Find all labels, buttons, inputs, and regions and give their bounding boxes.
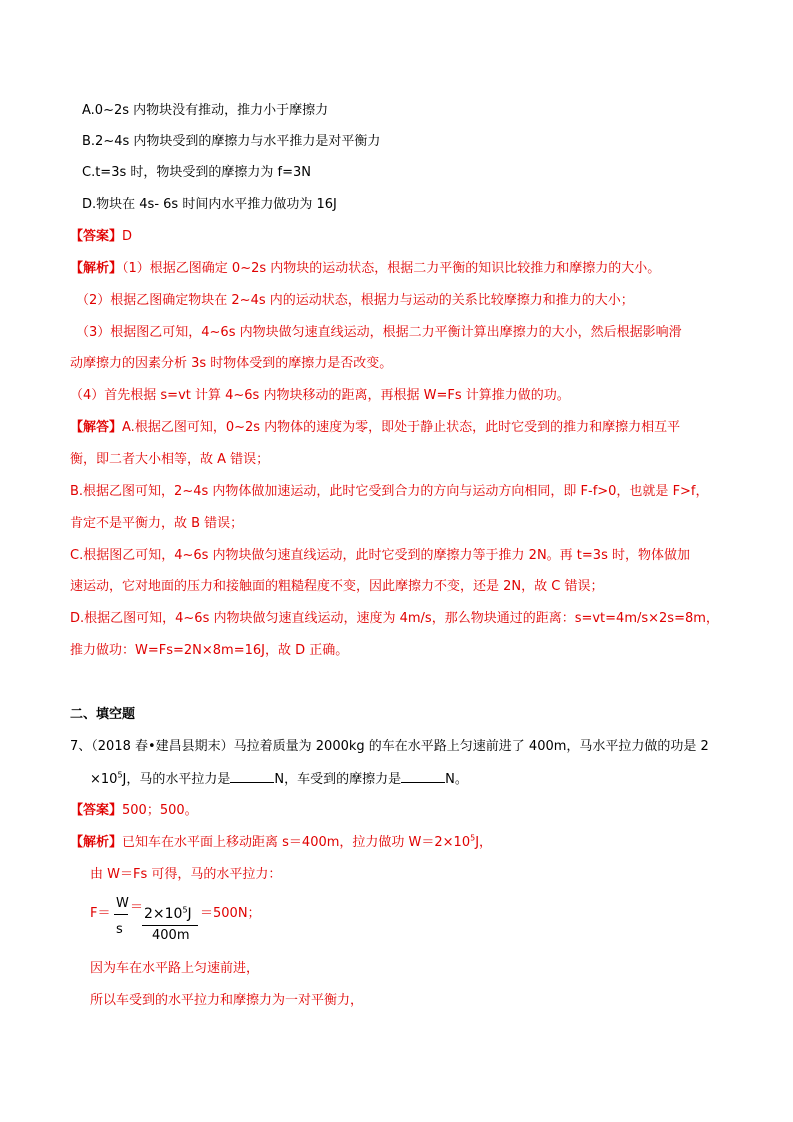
formula-num1: W [116,896,129,911]
q7-mid2: N，车受到的摩擦力是 [274,772,402,787]
section-title: 二、填空题 [70,707,136,722]
q7-line1: 7、（2018 春•建昌县期末）马拉着质量为 2000kg 的车在水平路上匀速前进了 400m，马水平拉力做的功是 2 [70,739,709,754]
solution-c1: C.根据图乙可知，4~6s 内物块做匀速直线运动，此时它受到的摩擦力等于推力 2N。再 t=3s 时，物体做加 [70,548,690,563]
fill-blank-1[interactable] [230,770,274,783]
q7-pre: ×10 [90,772,118,787]
analysis7-l1-end: J， [475,835,493,850]
formula-den2: 400m [152,928,190,943]
solution-a1: A.根据乙图可知，0~2s 内物体的速度为零，即处于静止状态，此时它受到的推力和摩擦力相互平 [122,420,681,435]
formula-den1: s [116,922,123,937]
formula-num2 [144,906,192,922]
analysis-p1: （1）根据乙图确定 0~2s 内物块的运动状态，根据二力平衡的知识比较推力和摩擦力的大小。 [122,261,661,276]
analysis-row-1 [70,260,660,278]
solution-b2: 肯定不是平衡力，故 B 错误； [70,516,244,531]
option-b: B.2~4s 内物块受到的摩擦力与水平推力是对平衡力 [82,134,381,149]
solution-d2: 推力做功：W=Fs=2N×8m=16J，故 D 正确。 [70,643,349,658]
answer-label: 【答案】 [70,229,123,244]
solution-a2: 衡，即二者大小相等，故 A 错误； [70,452,270,467]
formula-num2exp: 5 [182,905,188,915]
solution-d1: D.根据乙图可知，4~6s 内物块做匀速直线运动，速度为 4m/s，那么物块通过的距离：s=vt=4m/s×2s=8m， [70,611,719,626]
q7-line2 [90,770,468,789]
analysis-p3b: 动摩擦力的因素分析 3s 时物体受到的摩擦力是否改变。 [70,356,393,371]
q7-end: N。 [445,772,468,787]
formula-force [90,896,290,946]
fill-blank-2[interactable] [401,770,445,783]
analysis-p4: （4）首先根据 s=vt 计算 4~6s 内物块移动的距离，再根据 W=Fs 计算推力做的功。 [70,388,570,403]
fraction-bar-2 [142,925,198,926]
option-a: A.0~2s 内物块没有推动，推力小于摩擦力 [82,103,329,118]
analysis7-row-1 [70,834,492,852]
formula-eq: ＝ [130,900,144,915]
analysis7-label: 【解析】 [70,835,123,850]
analysis7-l1-exp: 5 [470,833,476,843]
option-c: C.t=3s 时，物块受到的摩擦力为 f=3N [82,165,311,180]
formula-num2a: 2×10 [144,906,183,922]
analysis7-l2: 由 W＝Fs 可得，马的水平拉力： [90,867,282,882]
solution-b1: B.根据乙图可知，2~4s 内物体做加速运动，此时它受到合力的方向与运动方向相同，即 F-f>0，也就是 F>f， [70,484,709,499]
answer-value: D [122,229,133,244]
formula-lhs: F＝ [90,906,111,921]
formula-rhs: ＝500N； [200,906,261,921]
formula-num2b: J [187,906,192,922]
analysis-label: 【解析】 [70,261,123,276]
solution-label: 【解答】 [70,420,123,435]
q7-mid: J，马的水平拉力是 [122,772,231,787]
answer7-row [70,802,198,820]
q7-exp: 5 [117,770,123,780]
analysis7-l3: 因为车在水平路上匀速前进， [90,961,260,976]
answer7-value: 500；500。 [122,803,198,818]
option-d: D.物块在 4s- 6s 时间内水平推力做功为 16J [82,197,337,212]
answer7-label: 【答案】 [70,803,123,818]
analysis7-l4: 所以车受到的水平拉力和摩擦力为一对平衡力， [90,993,364,1008]
fraction-bar-1 [114,914,128,915]
analysis-p3a: （3）根据图乙可知，4~6s 内物块做匀速直线运动，根据二力平衡计算出摩擦力的大小，然后根据影响滑 [76,325,682,340]
answer-row [70,228,132,246]
analysis7-l1-pre: 已知车在水平面上移动距离 s＝400m，拉力做功 W＝2×10 [122,835,471,850]
analysis-p2: （2）根据乙图确定物块在 2~4s 内的运动状态，根据力与运动的关系比较摩擦力和推力的大小； [76,293,634,308]
solution-c2: 速运动，它对地面的压力和接触面的粗糙程度不变，因此摩擦力不变，还是 2N，故 C 错误； [70,579,604,594]
solution-row-a1 [70,419,680,437]
